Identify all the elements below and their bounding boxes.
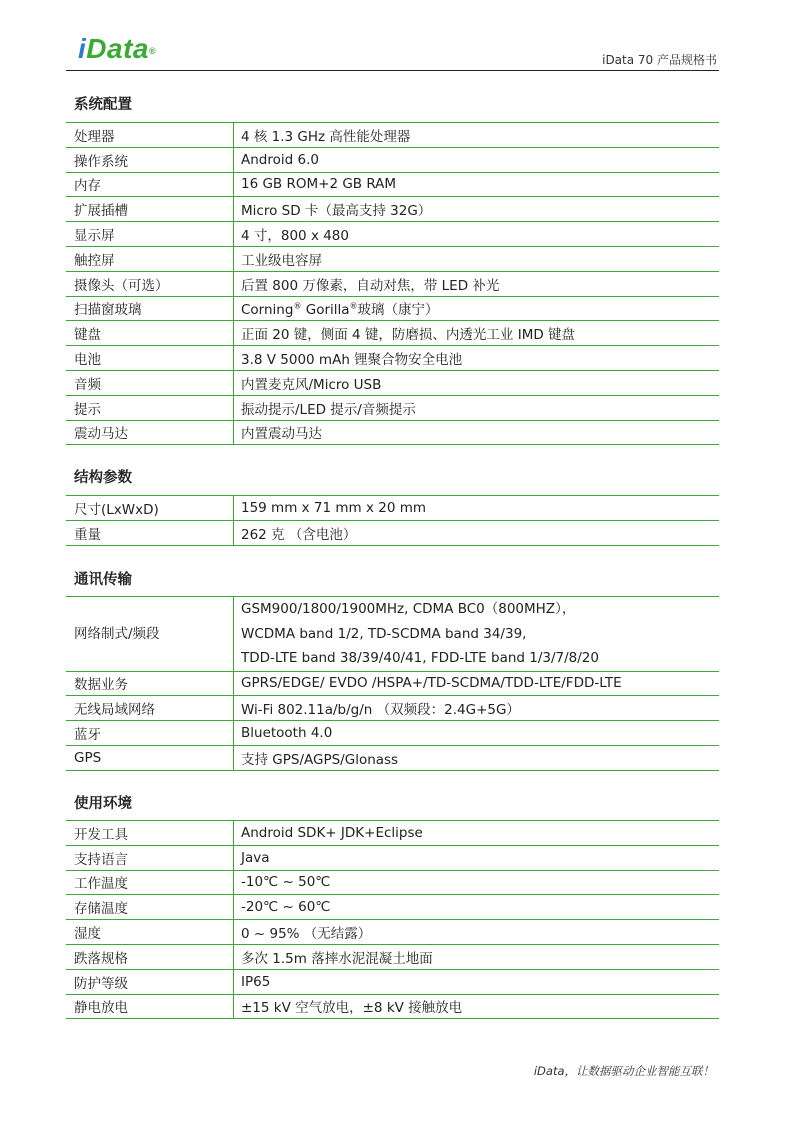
spec-value: 159 mm x 71 mm x 20 mm [234, 496, 720, 521]
spec-key: 防护等级 [66, 969, 234, 994]
table-row [66, 597, 719, 672]
spec-key: 扩展插槽 [66, 197, 234, 222]
spec-value: 正面 20 键，侧面 4 键，防磨损、内透光工业 IMD 键盘 [234, 321, 720, 346]
spec-value: 16 GB ROM+2 GB RAM [234, 172, 720, 197]
table-row [66, 271, 719, 296]
spec-value: Micro SD 卡（最高支持 32G） [234, 197, 720, 222]
table-row [66, 671, 719, 696]
section-title-system: 系统配置 [74, 97, 132, 113]
table-row [66, 745, 719, 770]
spec-value: Wi-Fi 802.11a/b/g/n （双频段：2.4G+5G） [234, 696, 720, 721]
spec-key: 重量 [66, 520, 234, 545]
spec-value: 3.8 V 5000 mAh 锂聚合物安全电池 [234, 346, 720, 371]
spec-value-part: 玻璃（康宁） [357, 302, 439, 319]
table-row [66, 172, 719, 197]
spec-value: ±15 kV 空气放电，±8 kV 接触放电 [234, 994, 720, 1019]
spec-value: 后置 800 万像素，自动对焦，带 LED 补光 [234, 271, 720, 296]
spec-key: 无线局域网络 [66, 696, 234, 721]
spec-key: 尺寸(LxWxD) [66, 496, 234, 521]
spec-value [234, 597, 720, 672]
section-title-structure: 结构参数 [74, 470, 132, 486]
table-row [66, 721, 719, 746]
document-title: iData 70 产品规格书 [602, 53, 717, 67]
table-row [66, 246, 719, 271]
spec-value: 工业级电容屏 [234, 246, 720, 271]
table-row [66, 147, 719, 172]
section-title-communication: 通讯传输 [74, 572, 132, 588]
spec-key: 电池 [66, 346, 234, 371]
table-row [66, 197, 719, 222]
spec-value: Bluetooth 4.0 [234, 721, 720, 746]
table-row [66, 895, 719, 920]
spec-key: 数据业务 [66, 671, 234, 696]
spec-key: 湿度 [66, 920, 234, 945]
spec-key: 操作系统 [66, 147, 234, 172]
spec-value [234, 296, 720, 321]
table-row [66, 944, 719, 969]
spec-value: 0 ~ 95% （无结露） [234, 920, 720, 945]
spec-value-line: GSM900/1800/1900MHz, CDMA BC0（800MHZ）， [241, 601, 576, 617]
spec-key: 扫描窗玻璃 [66, 296, 234, 321]
registered-mark: ® [349, 301, 358, 311]
spec-key: GPS [66, 745, 234, 770]
table-row [66, 845, 719, 870]
table-row [66, 969, 719, 994]
spec-key: 显示屏 [66, 222, 234, 247]
spec-value-part: Corning [241, 302, 294, 319]
table-row [66, 346, 719, 371]
spec-table-environment [66, 820, 719, 1019]
spec-key: 工作温度 [66, 870, 234, 895]
spec-value-part: Gorilla [301, 302, 350, 319]
spec-value: GPRS/EDGE/ EVDO /HSPA+/TD-SCDMA/TDD-LTE/FDD-LTE [234, 671, 720, 696]
table-row [66, 296, 719, 321]
spec-table-structure [66, 495, 719, 546]
table-row [66, 870, 719, 895]
spec-value: 4 核 1.3 GHz 高性能处理器 [234, 123, 720, 148]
table-row [66, 321, 719, 346]
logo-data: Data [86, 33, 149, 64]
table-row [66, 222, 719, 247]
footer-slogan: iData，让数据驱动企业智能互联！ [533, 1064, 714, 1078]
table-row [66, 123, 719, 148]
spec-value: 内置震动马达 [234, 420, 720, 445]
spec-key: 触控屏 [66, 246, 234, 271]
table-row [66, 920, 719, 945]
spec-key: 跌落规格 [66, 944, 234, 969]
table-row [66, 370, 719, 395]
registered-mark: ® [293, 301, 302, 311]
spec-value: 支持 GPS/AGPS/Glonass [234, 745, 720, 770]
spec-value-line: TDD-LTE band 38/39/40/41, FDD-LTE band 1/3/7/8/20 [241, 650, 599, 666]
spec-key: 摄像头（可选） [66, 271, 234, 296]
table-row [66, 821, 719, 846]
spec-key: 音频 [66, 370, 234, 395]
spec-value: 多次 1.5m 落摔水泥混凝土地面 [234, 944, 720, 969]
table-row [66, 696, 719, 721]
spec-key: 内存 [66, 172, 234, 197]
logo-i: i [78, 33, 87, 64]
spec-key: 网络制式/频段 [66, 597, 234, 672]
spec-table-system [66, 122, 719, 445]
header-divider [66, 70, 719, 71]
spec-key: 震动马达 [66, 420, 234, 445]
spec-value: 4 寸，800 x 480 [234, 222, 720, 247]
spec-key: 支持语言 [66, 845, 234, 870]
table-row [66, 496, 719, 521]
table-row [66, 395, 719, 420]
spec-value: 262 克 （含电池） [234, 520, 720, 545]
spec-value: Android SDK+ JDK+Eclipse [234, 821, 720, 846]
spec-key: 存储温度 [66, 895, 234, 920]
spec-key: 开发工具 [66, 821, 234, 846]
logo [78, 34, 156, 64]
table-row [66, 520, 719, 545]
table-row [66, 420, 719, 445]
spec-value: 内置麦克风/Micro USB [234, 370, 720, 395]
spec-key: 处理器 [66, 123, 234, 148]
spec-value: -10℃ ~ 50℃ [234, 870, 720, 895]
spec-key: 静电放电 [66, 994, 234, 1019]
spec-value: -20℃ ~ 60℃ [234, 895, 720, 920]
logo-registered-mark: ® [148, 46, 157, 56]
spec-value-line: WCDMA band 1/2, TD-SCDMA band 34/39, [241, 625, 527, 642]
spec-value: Android 6.0 [234, 147, 720, 172]
table-row [66, 994, 719, 1019]
spec-value: IP65 [234, 969, 720, 994]
section-title-environment: 使用环境 [74, 796, 132, 812]
spec-table-communication [66, 596, 719, 771]
spec-key: 蓝牙 [66, 721, 234, 746]
spec-key: 提示 [66, 395, 234, 420]
spec-value: Java [234, 845, 720, 870]
spec-value: 振动提示/LED 提示/音频提示 [234, 395, 720, 420]
spec-key: 键盘 [66, 321, 234, 346]
